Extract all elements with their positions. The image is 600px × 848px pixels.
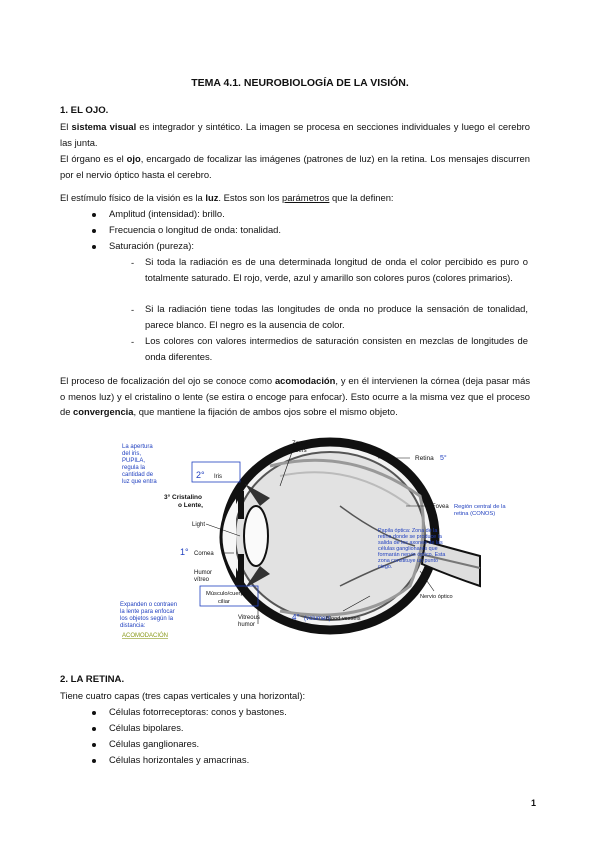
label-retina-number: 5° (440, 455, 447, 462)
paragraph-acomodacion: El proceso de focalización del ojo se conoce como acomodación, y en él intervienen la córnea (deja pasar más o menos luz) y el cristalino o lente (se estira o encoge para enfocar). Esto ocurre a la misma vez que el proceso de convergencia, que mantiene la fijación de ambos ojos sobre el mismo objeto. (60, 375, 531, 418)
bullet-dot (92, 213, 96, 217)
svg-text:ciliar: ciliar (218, 599, 230, 605)
label-optic-nerve: Nervio óptico (420, 594, 453, 600)
cornea-shape (221, 496, 236, 581)
label-retina: Retina (415, 455, 434, 462)
list-item: Saturación (pureza): (109, 240, 194, 251)
svg-text:humor: humor (238, 622, 256, 628)
svg-text:fibers: fibers (292, 448, 307, 454)
bullet-dot (92, 229, 96, 233)
page-title: TEMA 4.1. NEUROBIOLOGÍA DE LA VISIÓN. (191, 77, 409, 89)
iris-upper (238, 491, 244, 519)
list-item: Células horizontales y amacrinas. (109, 754, 250, 765)
sub-list-item: Los colores con valores intermedios de saturación consisten en mezclas de longitudes de onda diferentes. (145, 335, 528, 362)
label-iris-number: 2° (196, 470, 205, 480)
section-heading-ojo: 1. EL OJO. (60, 105, 109, 116)
svg-text:los objetos según la: los objetos según la (120, 616, 174, 622)
sub-list-item: Si toda la radiación es de una determinada longitud de onda el color percibido es puro o totalmente saturado. El rojo, verde, azul y amarillo son colores puros (colores primarios). (145, 256, 528, 283)
label-cornea: Cornea (194, 551, 214, 557)
label-zonule: Zonule (292, 441, 311, 447)
list-item: Amplitud (intensidad): brillo. (109, 208, 225, 219)
svg-text:zona constituye un punto: zona constituye un punto (378, 558, 438, 564)
dash-marker: - (131, 304, 135, 315)
svg-text:luz que entra: luz que entra (122, 479, 157, 485)
label-cristalino: 3° Cristalino (164, 494, 202, 501)
label-ciliar: Músculo/cuerpo (206, 591, 247, 597)
svg-text:cantidad de: cantidad de (122, 472, 154, 478)
list-item: Células fotorreceptoras: conos y bastones. (109, 706, 287, 717)
label-papila: Papila óptica: Zona de la (378, 528, 438, 534)
svg-text:del iris,: del iris, (122, 451, 142, 457)
paragraph-sistema-visual: El sistema visual es integrador y sintético. La imagen se procesa en secciones individuales y luego el cerebro las junta. (60, 121, 530, 148)
label-expanden: Expanden o contraen (120, 602, 178, 608)
svg-text:células ganglionares que: células ganglionares que (378, 546, 438, 552)
svg-text:PUPILA,: PUPILA, (122, 458, 146, 464)
svg-text:ciego.: ciego. (378, 564, 393, 570)
paragraph-retina-intro: Tiene cuatro capas (tres capas verticales y una horizontal): (60, 690, 306, 701)
label-iris: Iris (214, 474, 222, 480)
bullet-dot (92, 727, 96, 731)
svg-text:formarán nervio óptico. Esta: formarán nervio óptico. Esta (378, 552, 446, 558)
lens-shape (244, 506, 268, 566)
bullet-dot (92, 743, 96, 747)
eye-diagram (120, 436, 506, 646)
label-light: Light (192, 522, 206, 528)
paragraph-estimulo: El estímulo físico de la visión es la luz. Estos son los parámetros que la definen: (60, 192, 394, 203)
section-heading-retina: 2. LA RETINA. (60, 674, 125, 685)
list-item: Frecuencia o longitud de onda: tonalidad. (109, 224, 282, 235)
label-apertura: La apertura (122, 444, 153, 450)
svg-text:o Lente,: o Lente, (178, 502, 203, 509)
bullet-dot (92, 245, 96, 249)
svg-text:salida de los axones de las: salida de los axones de las (378, 540, 443, 546)
label-acomodacion-link: ACOMODACIÓN (122, 633, 169, 639)
list-item: Células ganglionares. (109, 738, 200, 749)
svg-text:retina donde se produce la: retina donde se produce la (378, 534, 442, 540)
list-item: Células bipolares. (109, 722, 184, 733)
bullet-dot (92, 759, 96, 763)
svg-text:regula la: regula la (122, 465, 146, 471)
label-blood-vessels: Blood vessels (326, 616, 361, 622)
label-fovea-note: Región central de la (454, 504, 506, 510)
label-vitreous: Vitreous (238, 615, 260, 621)
label-vitreous-note: (volumen) (304, 616, 331, 622)
dash-marker: - (131, 336, 135, 347)
bullet-dot (92, 711, 96, 715)
svg-text:distancia:: distancia: (120, 623, 146, 629)
label-cornea-number: 1° (180, 547, 189, 557)
svg-text:la lente para enfocar: la lente para enfocar (120, 609, 175, 615)
dash-marker: - (131, 257, 135, 268)
iris-lower (238, 554, 244, 582)
svg-text:vítreo: vítreo (194, 577, 210, 583)
paragraph-organo: El órgano es el ojo, encargado de focalizar las imágenes (patrones de luz) en la retina. Los mensajes discurren por el nervio óptico hasta el cerebro. (60, 153, 530, 180)
label-fovea: Fovea (432, 504, 449, 510)
label-humor: Humor (194, 570, 213, 576)
sub-list-item: Si la radiación tiene todas las longitudes de onda no produce la sensación de tonalidad, parece blanco. El negro es la ausencia de color. (145, 303, 528, 330)
label-vitreous-number: 4° (292, 613, 300, 622)
page-number: 1 (530, 798, 536, 808)
svg-text:retina (CONOS): retina (CONOS) (454, 511, 496, 517)
